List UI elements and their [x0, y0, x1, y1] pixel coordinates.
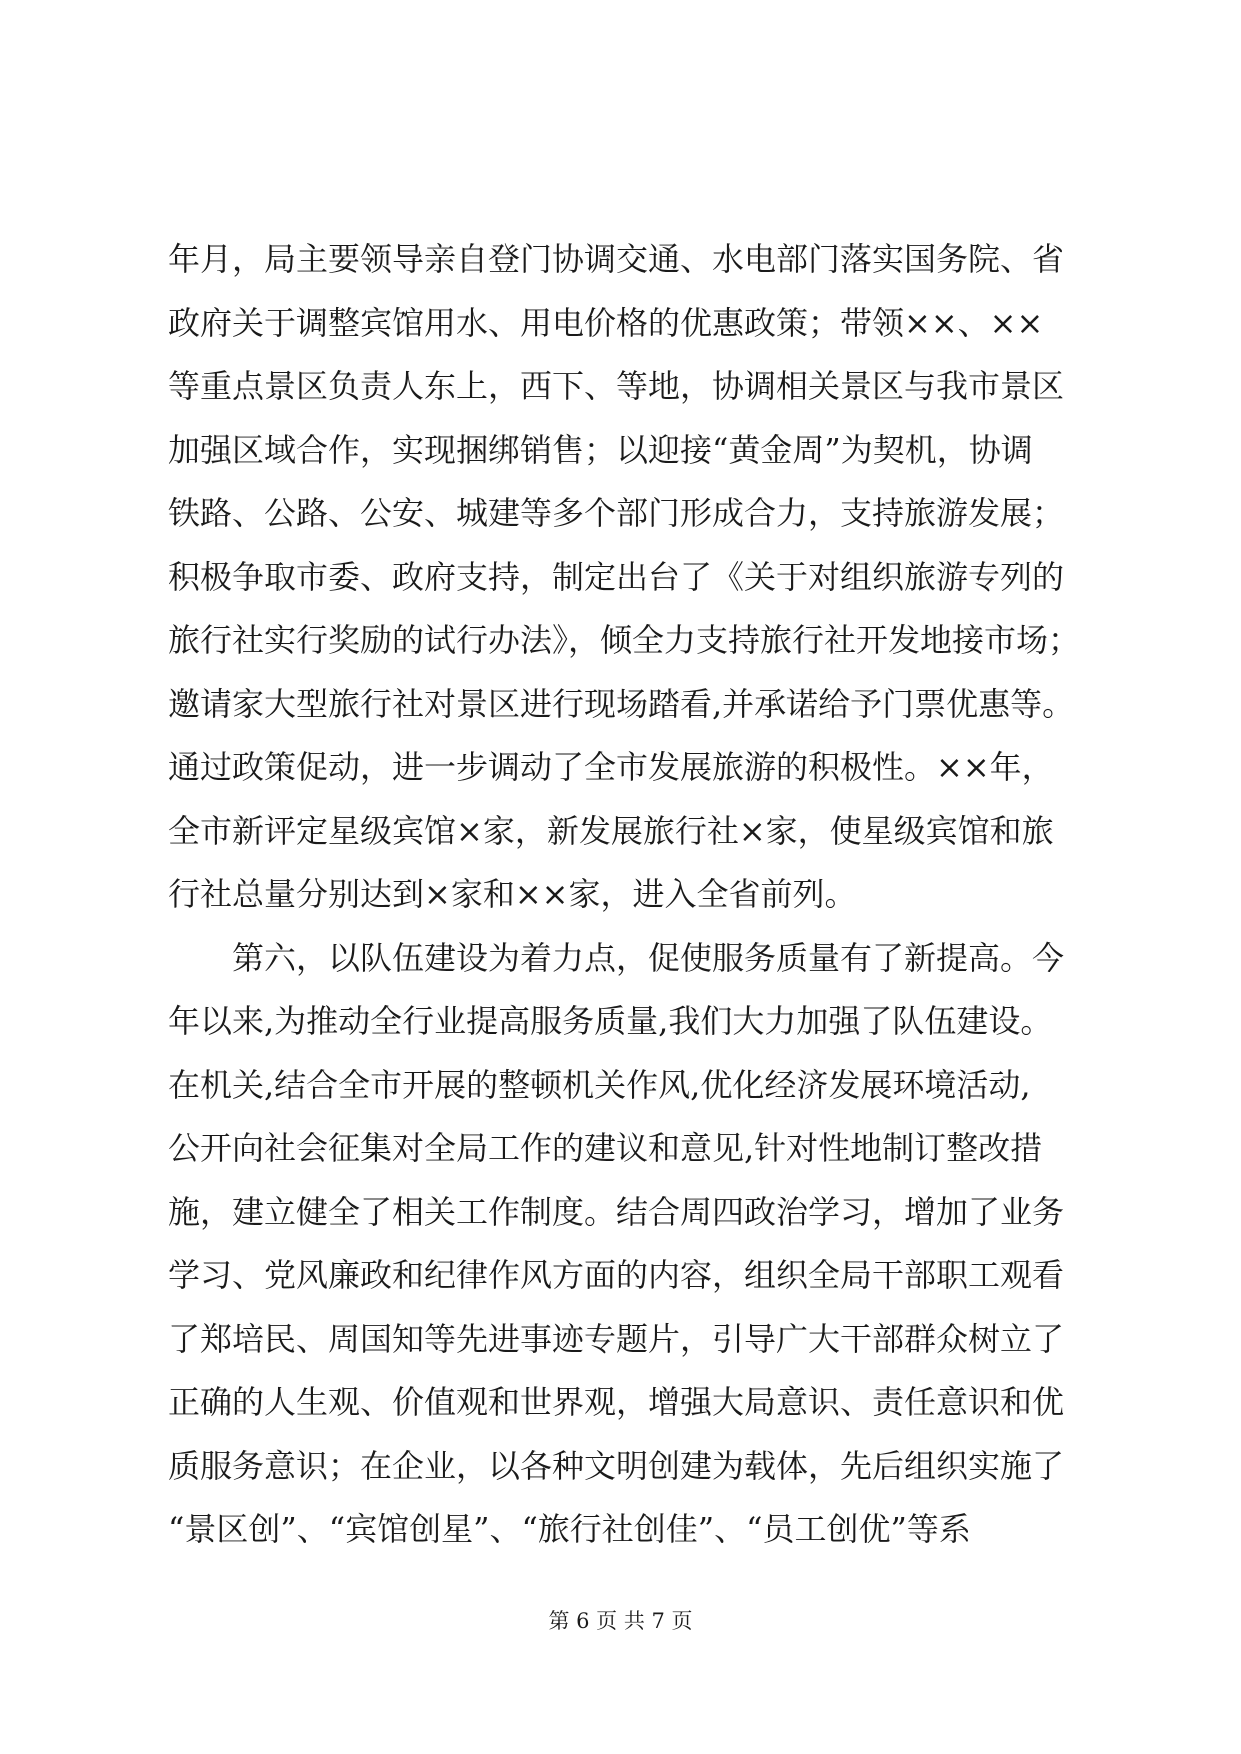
text-line-5: 铁路、公路、公安、城建等多个部门形成合力，支持旅游发展；: [168, 494, 1065, 532]
text-line-15: 公开向社会征集对全局工作的建议和意见,针对性地制订整改措: [168, 1129, 1043, 1167]
text-line-19: 正确的人生观、价值观和世界观，增强大局意识、责任意识和优: [168, 1383, 1065, 1421]
text-line-21: “景区创”、“宾馆创星”、“旅行社创佳”、“员工创优”等系: [168, 1510, 971, 1548]
text-line-8: 邀请家大型旅行社对景区进行现场踏看,并承诺给予门票优惠等。: [168, 684, 1075, 723]
text-line-7: 旅行社实行奖励的试行办法》，倾全力支持旅行社开发地接市场；: [168, 621, 1081, 659]
page-number-footer: 第 6 页 共 7 页: [548, 1609, 693, 1633]
text-line-6: 积极争取市委、政府支持，制定出台了《关于对组织旅游专列的: [168, 557, 1065, 596]
text-line-18: 了郑培民、周国知等先进事迹专题片，引导广大干部群众树立了: [168, 1319, 1065, 1358]
text-line-10: 全市新评定星级宾馆×家，新发展旅行社×家，使星级宾馆和旅: [168, 811, 1054, 850]
text-line-1: 年月，局主要领导亲自登门协调交通、水电部门落实国务院、省: [168, 240, 1065, 278]
text-line-13: 年以来,为推动全行业提高服务质量,我们大力加强了队伍建设。: [168, 1002, 1053, 1040]
document-body: [168, 228, 1088, 1562]
text-line-17: 学习、党风廉政和纪律作风方面的内容，组织全局干部职工观看: [168, 1256, 1065, 1294]
text-line-4: 加强区域合作，实现捆绑销售；以迎接“黄金周”为契机，协调: [168, 430, 1033, 469]
text-line-3: 等重点景区负责人东上，西下、等地，协调相关景区与我市景区: [168, 367, 1065, 405]
text-line-2: 政府关于调整宾馆用水、用电价格的优惠政策；带领××、××: [168, 303, 1044, 342]
text-line-16: 施，建立健全了相关工作制度。结合周四政治学习，增加了业务: [168, 1192, 1065, 1231]
text-line-9: 通过政策促动，进一步调动了全市发展旅游的积极性。××年，: [168, 748, 1054, 786]
paragraph-start-line: 第六，以队伍建设为着力点，促使服务质量有了新提高。今: [232, 938, 1065, 977]
text-line-20: 质服务意识；在企业，以各种文明创建为载体，先后组织实施了: [168, 1446, 1065, 1485]
text-line-14: 在机关,结合全市开展的整顿机关作风,优化经济发展环境活动,: [168, 1065, 1031, 1104]
text-line-11: 行社总量分别达到×家和××家，进入全省前列。: [168, 875, 857, 913]
